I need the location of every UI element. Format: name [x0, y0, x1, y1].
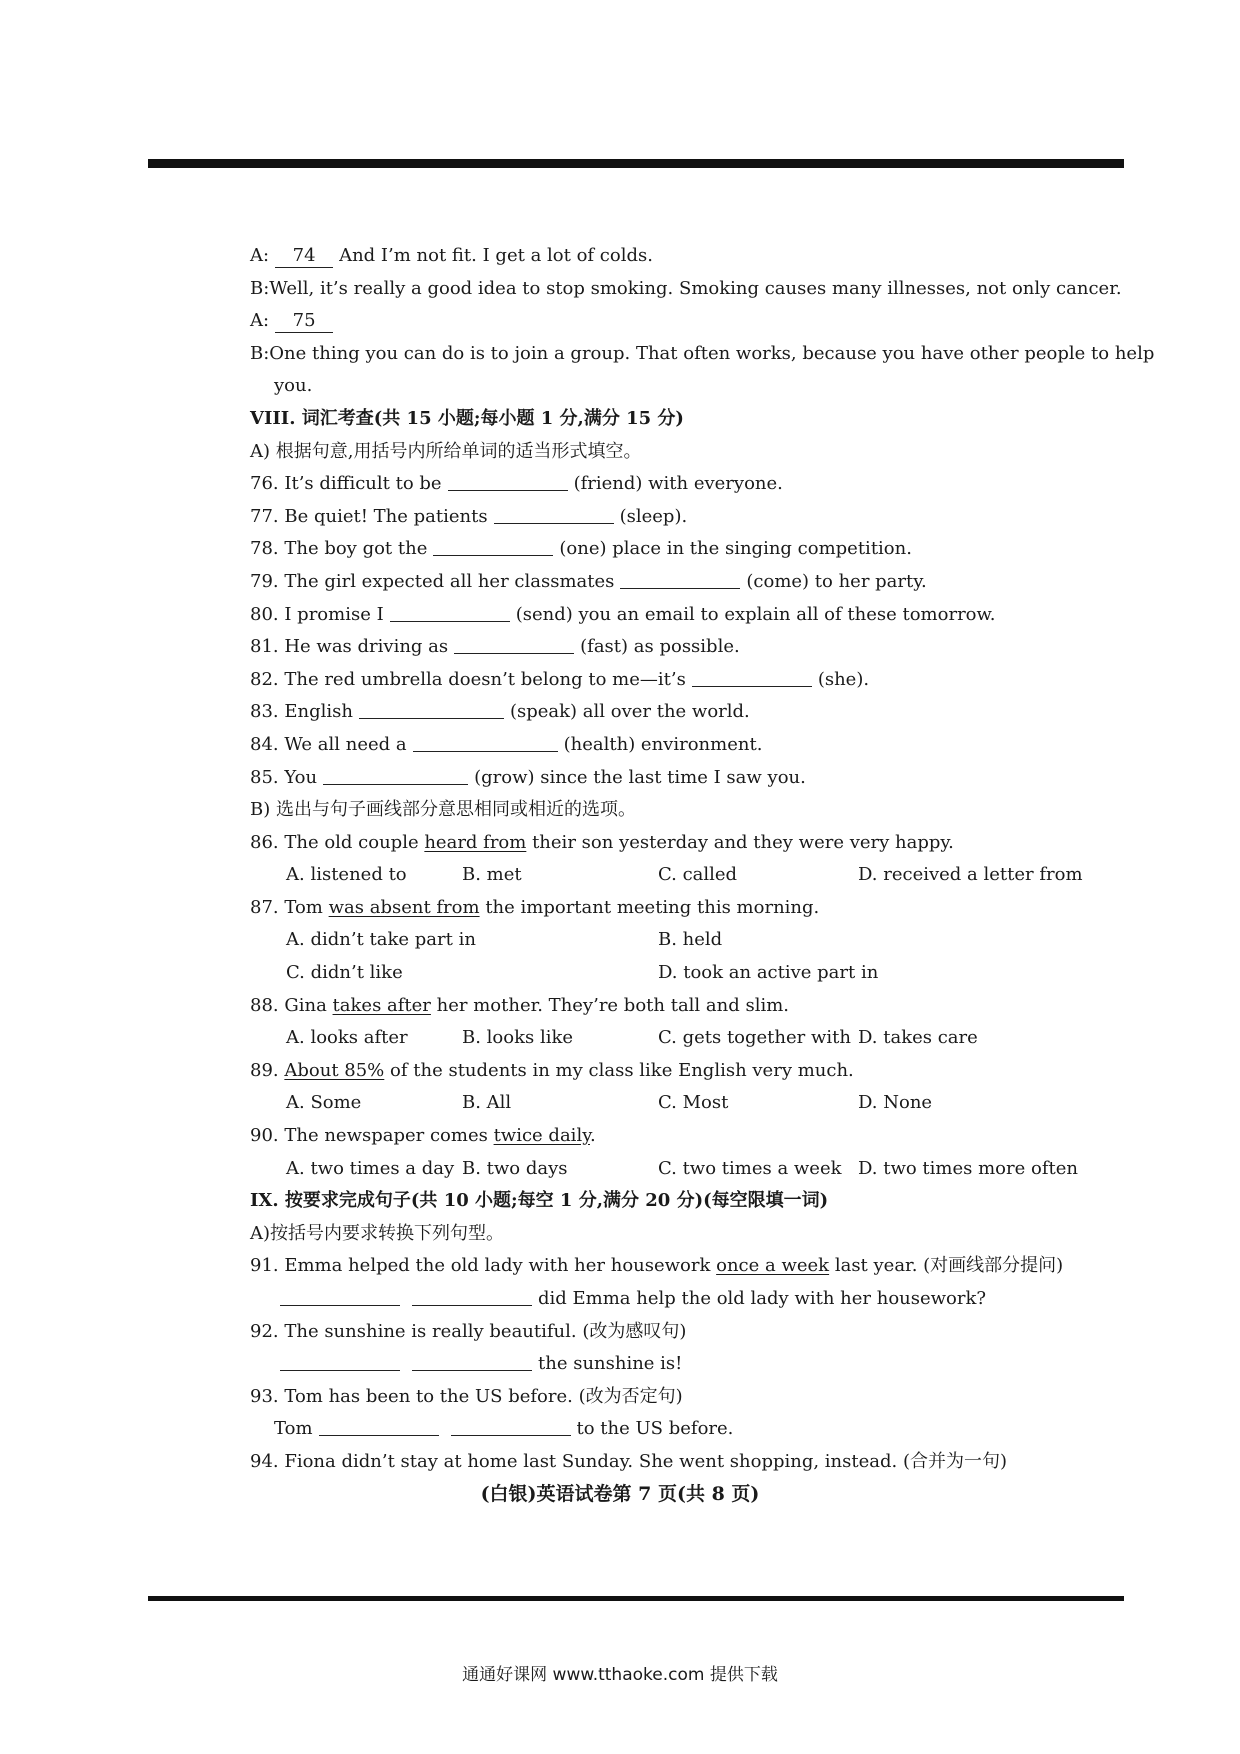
option-b[interactable]: B. two days	[462, 1157, 568, 1179]
exam-page-content	[250, 240, 1155, 1479]
options-90	[250, 1153, 1080, 1186]
option-c[interactable]: C. called	[658, 864, 738, 886]
options-89	[250, 1087, 1080, 1120]
question-93-answer: Tom to the US before.	[250, 1413, 1080, 1446]
answer-blank	[359, 698, 504, 719]
option-b[interactable]: B. All	[462, 1092, 512, 1114]
section-8-part-a: A) 根据句意,用括号内所给单词的适当形式填空。	[250, 440, 642, 462]
bottom-rule	[148, 1596, 1124, 1601]
option-b[interactable]: B. looks like	[462, 1027, 574, 1049]
speaker-label: A:	[250, 245, 270, 266]
top-rule	[148, 159, 1124, 168]
answer-blank-75: 75	[275, 310, 333, 333]
section-8-part-b: B) 选出与句子画线部分意思相同或相近的选项。	[250, 799, 636, 821]
question-84: 84. We all need a (health) environment.	[250, 729, 1080, 762]
answer-blank	[412, 1285, 532, 1306]
page-footer: (白银)英语试卷第 7 页(共 8 页)	[480, 1483, 760, 1505]
question-94: 94. Fiona didn’t stay at home last Sunday. She went shopping, instead. (合并为一句)	[250, 1450, 1008, 1472]
underlined-phrase: was absent from	[328, 896, 480, 918]
underlined-phrase: twice daily	[493, 1125, 590, 1147]
answer-blank	[280, 1285, 400, 1306]
question-88: 88. Gina takes after her mother. They’re both tall and slim.	[250, 994, 790, 1016]
speaker-label: A:	[250, 310, 270, 332]
dialogue-line-75	[250, 305, 1080, 338]
question-81: 81. He was driving as (fast) as possible.	[250, 631, 1080, 664]
option-d[interactable]: D. took an active part in	[658, 962, 879, 984]
question-92: 92. The sunshine is really beautiful. (改为感叹句)	[250, 1320, 687, 1342]
question-79: 79. The girl expected all her classmates (come) to her party.	[250, 566, 1080, 599]
options-87-row2	[250, 957, 1080, 990]
option-c[interactable]: C. two times a week	[658, 1157, 842, 1179]
answer-blank	[692, 666, 812, 687]
question-87: 87. Tom was absent from the important meeting this morning.	[250, 896, 820, 918]
option-b[interactable]: B. held	[658, 929, 723, 951]
underlined-phrase: once a week	[716, 1255, 830, 1277]
question-89: 89. About 85% of the students in my class like English very much.	[250, 1059, 854, 1081]
option-c[interactable]: C. Most	[658, 1092, 729, 1114]
question-82: 82. The red umbrella doesn’t belong to me—it’s (she).	[250, 664, 1080, 697]
answer-blank	[412, 1350, 532, 1371]
dialogue-line-b1	[250, 273, 1122, 306]
options-87-row1	[250, 924, 1080, 957]
question-91: 91. Emma helped the old lady with her housework once a week last year. (对画线部分提问)	[250, 1255, 1064, 1277]
option-a[interactable]: A. looks after	[286, 1027, 408, 1049]
section-9-part-a: A)按括号内要求转换下列句型。	[250, 1222, 505, 1244]
option-b[interactable]: B. met	[462, 864, 522, 886]
dialogue-text: Well, it’s really a good idea to stop smoking. Smoking causes many illnesses, not only cancer.	[269, 277, 1122, 299]
dialogue-line-b2	[250, 338, 1155, 371]
option-d[interactable]: D. None	[858, 1092, 933, 1114]
option-a[interactable]: A. didn’t take part in	[286, 929, 476, 951]
section-9-heading: IX. 按要求完成句子(共 10 小题;每空 1 分,满分 20 分)(每空限填一词)	[250, 1190, 829, 1212]
options-86	[250, 859, 1083, 892]
underlined-phrase: heard from	[424, 831, 527, 853]
question-92-answer: the sunshine is!	[250, 1348, 1080, 1381]
options-88	[250, 1022, 1080, 1055]
option-d[interactable]: D. takes care	[858, 1027, 978, 1049]
question-83: 83. English (speak) all over the world.	[250, 696, 1080, 729]
question-90: 90. The newspaper comes twice daily.	[250, 1125, 596, 1147]
option-c[interactable]: C. didn’t like	[286, 962, 403, 984]
option-d[interactable]: D. received a letter from	[858, 864, 1083, 886]
answer-blank	[620, 568, 740, 589]
answer-blank	[319, 1415, 439, 1436]
dialogue-text: you.	[274, 375, 313, 397]
answer-blank	[448, 470, 568, 491]
option-a[interactable]: A. two times a day	[286, 1157, 455, 1179]
answer-blank	[390, 601, 510, 622]
answer-blank	[451, 1415, 571, 1436]
question-76: 76. It’s difficult to be (friend) with everyone.	[250, 468, 1080, 501]
question-93: 93. Tom has been to the US before. (改为否定句)	[250, 1385, 683, 1407]
question-85: 85. You (grow) since the last time I saw you.	[250, 762, 1080, 795]
option-a[interactable]: A. Some	[286, 1092, 362, 1114]
speaker-label: B:	[250, 342, 270, 364]
option-c[interactable]: C. gets together with	[658, 1027, 851, 1049]
question-78: 78. The boy got the (one) place in the singing competition.	[250, 533, 1080, 566]
dialogue-text: One thing you can do is to join a group. That often works, because you have other people to help	[269, 342, 1155, 364]
dialogue-text: And I’m not fit. I get a lot of colds.	[339, 245, 653, 266]
option-a[interactable]: A. listened to	[286, 864, 407, 886]
question-91-answer: did Emma help the old lady with her housework?	[250, 1283, 1080, 1316]
dialogue-line-b2-cont	[250, 370, 1080, 403]
source-credit: 通通好课网 www.tthaoke.com 提供下载	[462, 1665, 778, 1685]
section-8-heading: VIII. 词汇考查(共 15 小题;每小题 1 分,满分 15 分)	[250, 407, 684, 429]
answer-blank	[280, 1350, 400, 1371]
speaker-label: B:	[250, 277, 270, 299]
dialogue-line-74	[250, 240, 1080, 273]
answer-blank	[454, 633, 574, 654]
answer-blank	[323, 764, 468, 785]
question-77: 77. Be quiet! The patients (sleep).	[250, 501, 1080, 534]
answer-blank	[433, 535, 553, 556]
option-d[interactable]: D. two times more often	[858, 1157, 1078, 1179]
answer-blank-74: 74	[275, 245, 333, 268]
answer-blank	[494, 503, 614, 524]
underlined-phrase: About 85%	[284, 1059, 385, 1081]
question-80: 80. I promise I (send) you an email to explain all of these tomorrow.	[250, 599, 1080, 632]
question-86: 86. The old couple heard from their son yesterday and they were very happy.	[250, 831, 954, 853]
answer-blank	[413, 731, 558, 752]
underlined-phrase: takes after	[332, 994, 431, 1016]
